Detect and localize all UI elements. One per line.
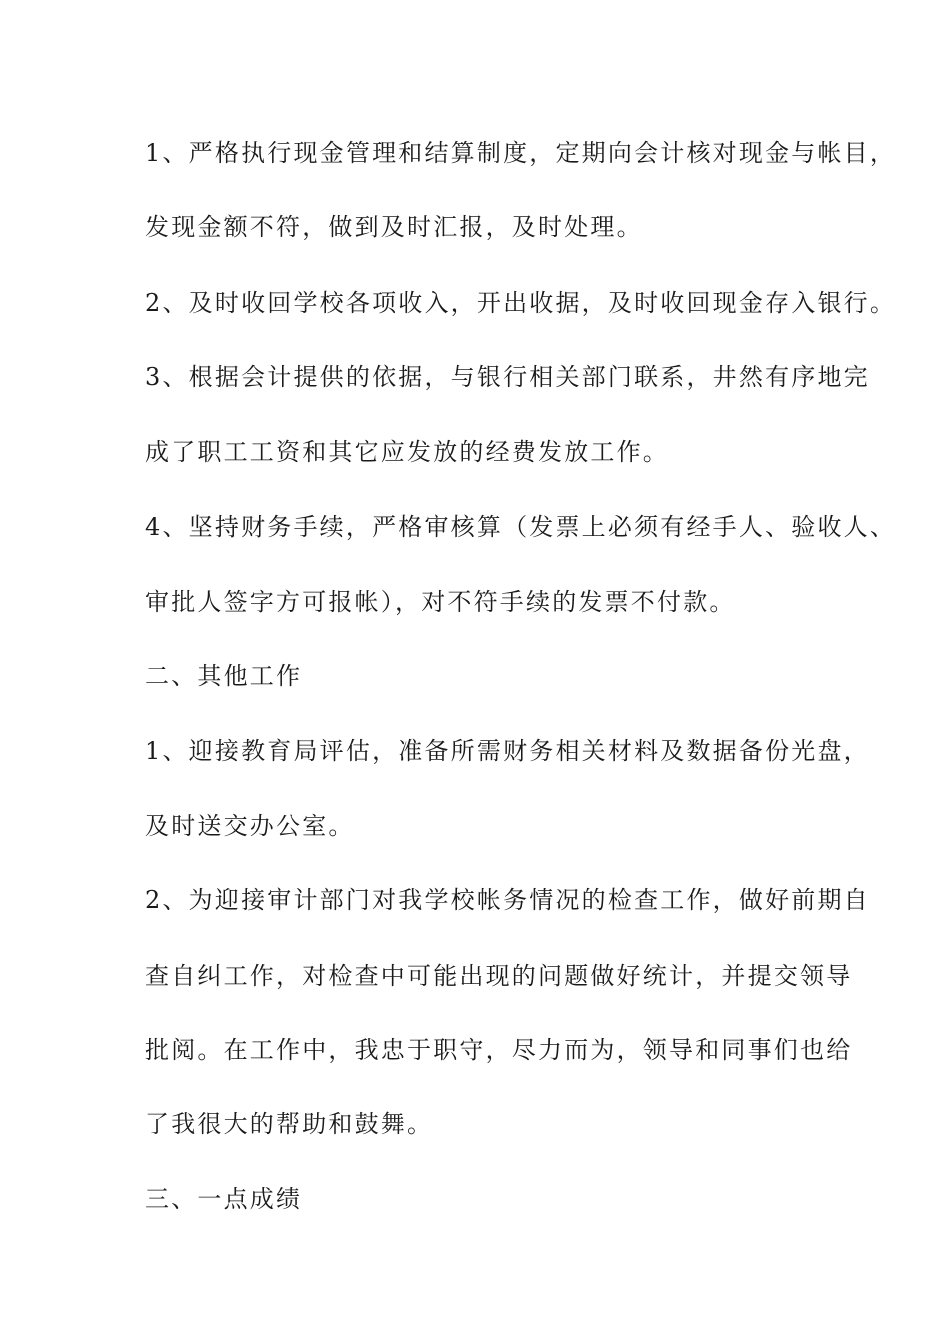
paragraph-line: 查自纠工作，对检查中可能出现的问题做好统计，并提交领导 (145, 962, 853, 990)
paragraph-line: 发现金额不符，做到及时汇报，及时处理。 (145, 213, 643, 241)
paragraph-line: 1、严格执行现金管理和结算制度，定期向会计核对现金与帐目， (145, 139, 897, 167)
paragraph-line: 审批人签字方可报帐），对不符手续的发票不付款。 (145, 588, 736, 616)
paragraph-line: 成了职工工资和其它应发放的经费发放工作。 (145, 438, 669, 466)
paragraph-line: 1、迎接教育局评估，准备所需财务相关材料及数据备份光盘， (145, 737, 870, 765)
paragraph-line: 2、为迎接审计部门对我学校帐务情况的检查工作，做好前期自 (145, 886, 870, 914)
paragraph-line: 批阅。在工作中，我忠于职守，尽力而为，领导和同事们也给 (145, 1036, 853, 1064)
paragraph-line: 2、及时收回学校各项收入，开出收据，及时收回现金存入银行。 (145, 289, 897, 317)
section-heading: 二、其他工作 (145, 662, 303, 690)
paragraph-line: 了我很大的帮助和鼓舞。 (145, 1110, 434, 1138)
paragraph-line: 4、坚持财务手续，严格审核算（发票上必须有经手人、验收人、 (145, 513, 897, 541)
section-heading: 三、一点成绩 (145, 1185, 303, 1213)
paragraph-line: 3、根据会计提供的依据，与银行相关部门联系，井然有序地完 (145, 363, 870, 391)
paragraph-line: 及时送交办公室。 (145, 812, 355, 840)
